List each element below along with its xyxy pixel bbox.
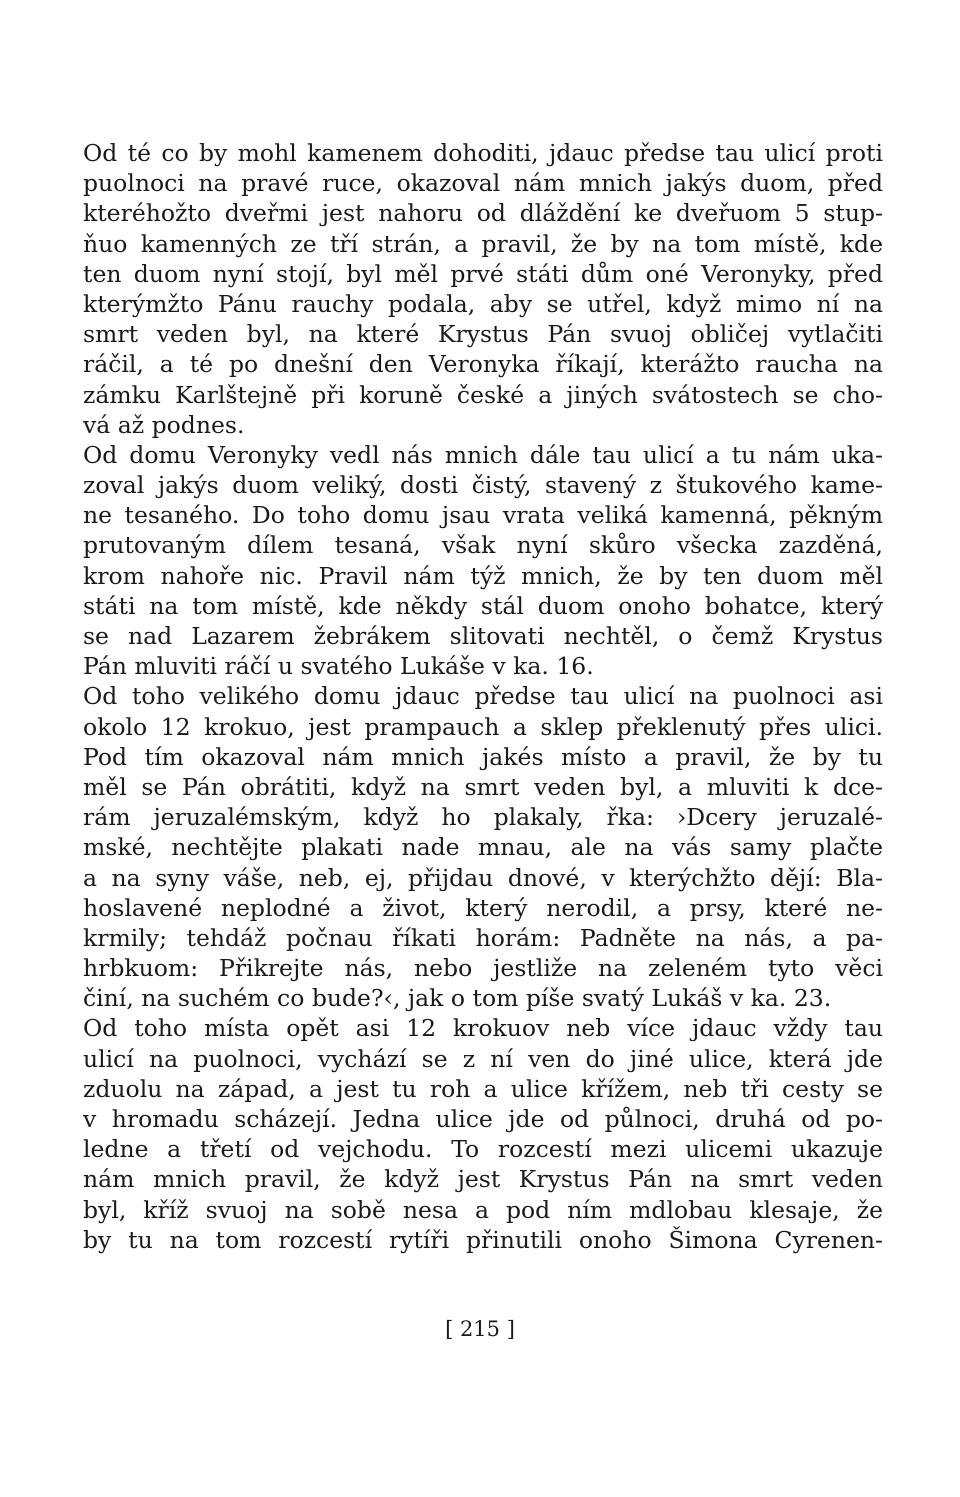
text-line: hoslavené neplodné a život, který nerodil, a prsy, které ne- [83, 893, 883, 922]
paragraph [83, 440, 883, 682]
text-line: Od té co by mohl kamenem dohoditi, jdauc předse tau ulicí proti [83, 139, 883, 167]
text-line: zoval jakýs duom veliký, dosti čistý, stavený z štukového kame- [83, 471, 883, 500]
text-line: puolnoci na pravé ruce, okazoval nám mnich jakýs duom, před [83, 169, 883, 198]
text-line: státi na tom místě, kde někdy stál duom onoho bohatce, který [83, 591, 883, 620]
text-line: Od toho velikého domu jdauc předse tau ulicí na puolnoci asi [83, 682, 883, 711]
text-line: Od domu Veronyky vedl nás mnich dále tau ulicí a tu nám uka- [83, 440, 883, 469]
paragraph [83, 138, 883, 440]
text-line: vá až podnes. [83, 410, 245, 439]
text-line: hrbkuom: Přikrejte nás, nebo jestliže na zeleném tyto věci [83, 954, 883, 983]
text-line: měl se Pán obrátiti, když na smrt veden byl, a mluviti k dce- [83, 772, 883, 801]
text-line: a na syny váše, neb, ej, přijdau dnové, v kterýchžto dějí: Bla- [83, 863, 883, 892]
text-line: mské, nechtějte plakati nade mnau, ale na vás samy plačte [83, 833, 883, 862]
text-line: kteréhožto dveřmi jest nahoru od dláždění ke dveřuom 5 stup- [83, 199, 883, 228]
text-line: v hromadu scházejí. Jedna ulice jde od půlnoci, druhá od po- [83, 1105, 883, 1133]
text-line: ledne a třetí od vejchodu. To rozcestí mezi ulicemi ukazuje [83, 1135, 883, 1164]
text-line: kterýmžto Pánu rauchy podala, aby se utřel, když mimo ní na [83, 289, 883, 318]
text-line: zámku Karlštejně při koruně české a jiných svátostech se cho- [83, 380, 883, 409]
body-text [83, 138, 883, 1255]
text-line: krom nahoře nic. Pravil nám týž mnich, že by ten duom měl [83, 561, 883, 590]
text-line: byl, kříž svuoj na sobě nesa a pod ním mdlobau klesaje, že [83, 1195, 883, 1224]
page-number: [ 215 ] [445, 1317, 515, 1341]
text-line: ráčil, a té po dnešní den Veronyka říkají, kterážto raucha na [83, 350, 883, 379]
text-line: by tu na tom rozcestí rytíři přinutili onoho Šimona Cyrenen- [83, 1225, 883, 1254]
text-line: okolo 12 krokuo, jest prampauch a sklep překlenutý přes ulici. [83, 712, 883, 741]
text-line: ten duom nyní stojí, byl měl prvé státi dům oné Veronyky, před [83, 259, 883, 288]
text-line: ulicí na puolnoci, vychází se z ní ven do jiné ulice, která jde [83, 1044, 883, 1073]
text-line: krmily; tehdáž počnau říkati horám: Padněte na nás, a pa- [83, 923, 883, 952]
text-line: prutovaným dílem tesaná, však nyní skůro všecka zazděná, [83, 531, 883, 560]
text-line: ňuo kamenných ze tří strán, a pravil, že by na tom místě, kde [83, 229, 883, 258]
text-line: smrt veden byl, na které Krystus Pán svuoj obličej vytlačiti [83, 320, 883, 349]
paragraph [83, 681, 883, 1013]
text-line: nám mnich pravil, že když jest Krystus Pán na smrt veden [83, 1165, 883, 1194]
text-line: Pod tím okazoval nám mnich jakés místo a pravil, že by tu [83, 742, 883, 771]
text-line: činí, na suchém co bude?‹, jak o tom píše svatý Lukáš v ka. 23. [83, 984, 832, 1013]
paragraph [83, 1013, 883, 1255]
text-line: Od toho místa opět asi 12 krokuov neb více jdauc vždy tau [83, 1014, 883, 1043]
text-line: se nad Lazarem žebrákem slitovati nechtěl, o čemž Krystus [83, 622, 883, 650]
text-line: ne tesaného. Do toho domu jsau vrata veliká kamenná, pěkným [83, 501, 883, 530]
text-line: zduolu na západ, a jest tu roh a ulice křížem, neb tři cesty se [83, 1074, 883, 1103]
text-line: rám jeruzalémským, když ho plakaly, řka: ›Dcery jeruzalé- [83, 803, 883, 832]
text-line: Pán mluviti ráčí u svatého Lukáše v ka. 16. [83, 652, 594, 681]
